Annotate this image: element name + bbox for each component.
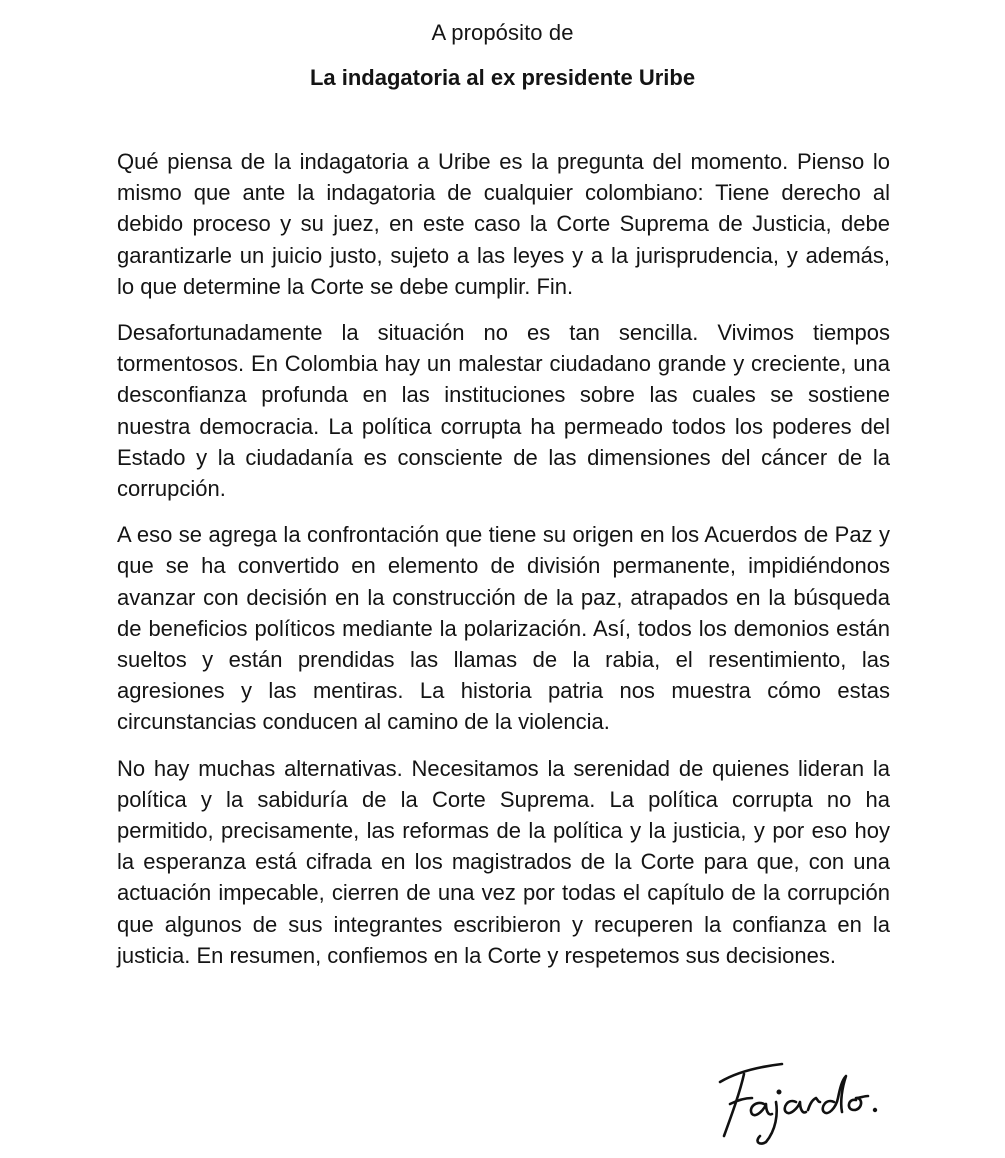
- paragraph-2: Desafortunadamente la situación no es tan sencilla. Vivimos tiempos tormentosos. En Colombia hay un malestar ciudadano grande y creciente, una desconfianza profunda en las instituciones sobre las cuales se sostiene nuestra democracia. La política corrupta ha permeado todos los poderes del Estado y la ciudadanía es consciente de las dimensiones del cáncer de la corrupción.: [117, 320, 890, 502]
- document-body: [117, 146, 890, 986]
- paragraph-3: A eso se agrega la confrontación que tiene su origen en los Acuerdos de Paz y que se ha convertido en elemento de división permanente, impidiéndonos avanzar con decisión en la construcción de la paz, atrapados en la búsqueda de beneficios políticos mediante la polarización. Así, todos los demonios están sueltos y están prendidas las llamas de la rabia, el resentimiento, las agresiones y las mentiras. La historia patria nos muestra cómo estas circunstancias conducen al camino de la violencia.: [117, 522, 890, 735]
- paragraph-4: No hay muchas alternativas. Necesitamos la serenidad de quienes lideran la política y la sabiduría de la Corte Suprema. La política corrupta no ha permitido, precisamente, las reformas de la política y la justicia, y por eso hoy la esperanza está cifrada en los magistrados de la Corte para que, con una actuación impecable, cierren de una vez por todas el capítulo de la corrupción que algunos de sus integrantes escribieron y recuperen la confianza en la justicia. En resumen, confiemos en la Corte y respetemos sus decisiones.: [117, 755, 890, 968]
- document-title: La indagatoria al ex presidente Uribe: [309, 65, 696, 90]
- paragraph-1: Qué piensa de la indagatoria a Uribe es la pregunta del momento. Pienso lo mismo que ante la indagatoria de cualquier colombiano: Tiene derecho al debido proceso y su juez, en este caso la Corte Suprema de Justicia, debe garantizarle un juicio justo, sujeto a las leyes y a la jurisprudencia, y además, lo que determine la Corte se debe cumplir. Fin.: [117, 149, 890, 299]
- document-pretitle: A propósito de: [431, 20, 574, 45]
- handwritten-signature: [710, 1052, 885, 1147]
